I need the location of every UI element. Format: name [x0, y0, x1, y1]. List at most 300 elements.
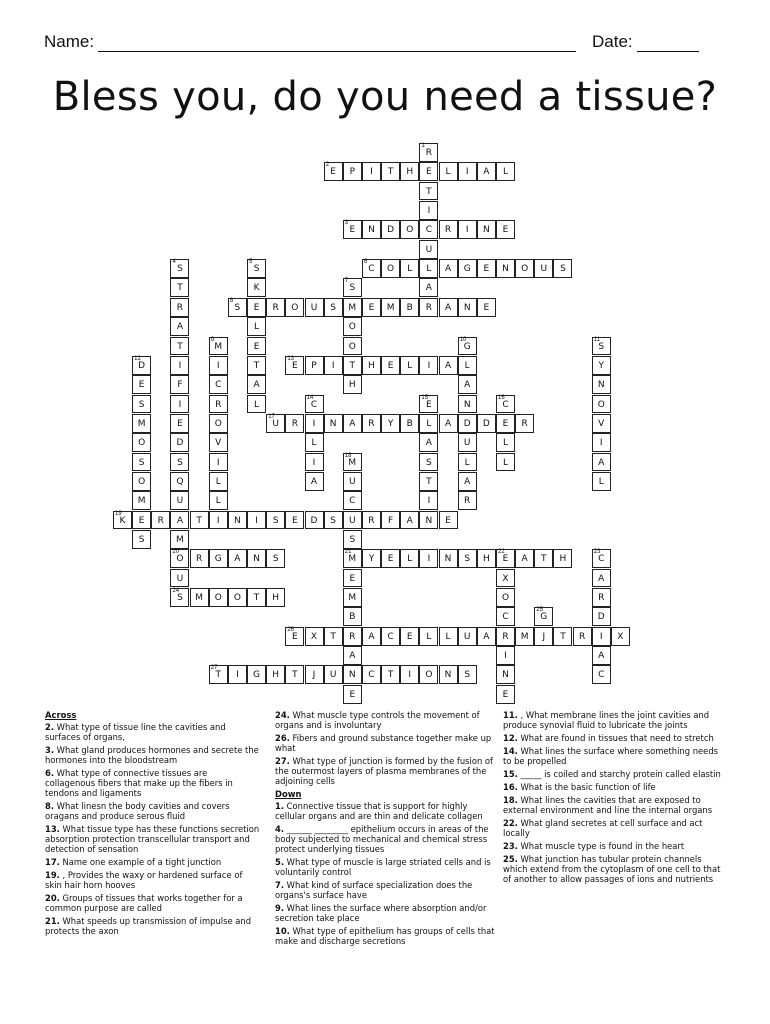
grid-cell[interactable]: [496, 259, 515, 278]
cell-letter: B: [349, 612, 356, 623]
grid-cell[interactable]: [419, 240, 438, 259]
grid-cell[interactable]: [592, 414, 611, 433]
grid-cell[interactable]: [209, 433, 228, 452]
grid-cell[interactable]: [400, 356, 419, 375]
cell-letter: R: [349, 631, 356, 642]
grid-cell[interactable]: [324, 665, 343, 684]
clue-item-text: What type of junction is formed by the fusion of the outermost layers of plasma membranes of the adjoining cells: [275, 756, 493, 786]
grid-cell[interactable]: [477, 549, 496, 568]
cell-letter: O: [387, 264, 395, 275]
grid-cell[interactable]: [419, 162, 438, 181]
clue-number: 19: [115, 510, 122, 517]
grid-cell[interactable]: [458, 298, 477, 317]
grid-cell[interactable]: [305, 433, 324, 452]
grid-cell[interactable]: [458, 433, 477, 452]
grid-cell[interactable]: [439, 259, 458, 278]
grid-cell[interactable]: [592, 375, 611, 394]
clue-number: 17: [268, 413, 275, 420]
grid-cell[interactable]: [209, 665, 228, 684]
cell-letter: O: [425, 670, 433, 681]
grid-cell[interactable]: [132, 395, 151, 414]
grid-cell[interactable]: [439, 627, 458, 646]
grid-cell[interactable]: [343, 356, 362, 375]
grid-cell[interactable]: [343, 414, 362, 433]
cell-letter: H: [559, 554, 567, 565]
grid-cell[interactable]: [362, 162, 381, 181]
cell-letter: I: [427, 206, 431, 217]
grid-cell[interactable]: [419, 143, 438, 162]
grid-cell[interactable]: [228, 511, 247, 530]
clue-number: 24: [172, 588, 180, 595]
clue-column-1: [45, 710, 260, 939]
grid-cell[interactable]: [343, 627, 362, 646]
grid-cell[interactable]: [247, 298, 266, 317]
grid-cell[interactable]: [458, 665, 477, 684]
cell-letter: L: [254, 399, 260, 410]
grid-cell[interactable]: [400, 627, 419, 646]
grid-cell[interactable]: [247, 549, 266, 568]
grid-cell[interactable]: [400, 511, 419, 530]
cell-letter: O: [348, 322, 356, 333]
grid-cell[interactable]: [170, 317, 189, 336]
grid-cell[interactable]: [458, 375, 477, 394]
grid-cell[interactable]: [419, 491, 438, 510]
grid-cell[interactable]: [439, 298, 458, 317]
grid-cell[interactable]: [209, 588, 228, 607]
grid-cell[interactable]: [381, 511, 400, 530]
grid-cell[interactable]: [343, 511, 362, 530]
grid-cell[interactable]: [324, 162, 343, 181]
grid-cell[interactable]: [439, 511, 458, 530]
grid-cell[interactable]: [419, 356, 438, 375]
cell-letter: C: [425, 225, 433, 236]
cell-letter: M: [176, 535, 184, 545]
grid-cell[interactable]: [247, 395, 266, 414]
grid-cell[interactable]: [209, 549, 228, 568]
name-line[interactable]: [98, 35, 576, 52]
grid-cell[interactable]: [247, 259, 266, 278]
grid-cell[interactable]: [266, 665, 285, 684]
cell-letter: G: [463, 341, 471, 352]
grid-cell[interactable]: [362, 511, 381, 530]
grid-cell[interactable]: [496, 162, 515, 181]
grid-cell[interactable]: [458, 259, 477, 278]
clue-item: [45, 722, 260, 742]
cell-letter: H: [482, 554, 490, 565]
cell-letter: I: [216, 360, 220, 371]
grid-cell[interactable]: [343, 549, 362, 568]
grid-cell[interactable]: [266, 414, 285, 433]
cell-letter: U: [176, 496, 184, 507]
grid-cell[interactable]: [515, 259, 534, 278]
grid-cell[interactable]: [247, 337, 266, 356]
date-field[interactable]: [592, 32, 699, 52]
clue-item-number: 5.: [275, 857, 285, 867]
grid-cell[interactable]: [228, 298, 247, 317]
grid-cell[interactable]: [113, 511, 132, 530]
grid-cell[interactable]: [419, 395, 438, 414]
grid-cell[interactable]: [343, 569, 362, 588]
cell-letter: S: [177, 593, 183, 604]
grid-cell[interactable]: [439, 549, 458, 568]
grid-cell[interactable]: [209, 337, 228, 356]
grid-cell[interactable]: [496, 607, 515, 626]
grid-cell[interactable]: [132, 414, 151, 433]
grid-cell[interactable]: [419, 472, 438, 491]
grid-cell[interactable]: [400, 220, 419, 239]
grid-cell[interactable]: [324, 356, 343, 375]
grid-cell[interactable]: [496, 588, 515, 607]
cell-letter: T: [426, 476, 432, 487]
grid-cell[interactable]: [592, 646, 611, 665]
grid-cell[interactable]: [496, 220, 515, 239]
cell-letter: M: [386, 302, 395, 313]
grid-cell[interactable]: [534, 259, 553, 278]
grid-cell[interactable]: [170, 472, 189, 491]
grid-cell[interactable]: [247, 511, 266, 530]
grid-cell[interactable]: [170, 588, 189, 607]
grid-cell[interactable]: [458, 472, 477, 491]
cell-letter: V: [598, 418, 605, 429]
grid-cell[interactable]: [170, 491, 189, 510]
grid-cell[interactable]: [343, 220, 362, 239]
cell-letter: G: [540, 612, 548, 623]
grid-cell[interactable]: [343, 317, 362, 336]
grid-cell[interactable]: [132, 375, 151, 394]
grid-cell[interactable]: [592, 472, 611, 491]
grid-cell[interactable]: [592, 395, 611, 414]
cell-letter: J: [542, 631, 546, 642]
grid-cell[interactable]: [305, 298, 324, 317]
grid-cell[interactable]: [305, 665, 324, 684]
grid-cell[interactable]: [534, 627, 553, 646]
grid-cell[interactable]: [419, 278, 438, 297]
grid-cell[interactable]: [477, 162, 496, 181]
grid-cell[interactable]: [458, 356, 477, 375]
grid-cell[interactable]: [381, 549, 400, 568]
name-field[interactable]: [44, 32, 576, 52]
grid-cell[interactable]: [419, 414, 438, 433]
grid-cell[interactable]: [381, 627, 400, 646]
grid-cell[interactable]: [419, 182, 438, 201]
cell-letter: R: [272, 302, 279, 313]
grid-cell[interactable]: [362, 665, 381, 684]
grid-cell[interactable]: [343, 375, 362, 394]
cell-letter: A: [253, 380, 260, 391]
clue-item-number: 22.: [503, 818, 518, 828]
grid-cell[interactable]: [496, 665, 515, 684]
grid-cell[interactable]: [170, 298, 189, 317]
grid-cell[interactable]: [170, 414, 189, 433]
grid-cell[interactable]: [190, 511, 209, 530]
grid-cell[interactable]: [170, 356, 189, 375]
grid-cell[interactable]: [132, 356, 151, 375]
grid-cell[interactable]: [132, 530, 151, 549]
grid-cell[interactable]: [400, 259, 419, 278]
grid-cell[interactable]: [132, 433, 151, 452]
grid-cell[interactable]: [439, 220, 458, 239]
grid-cell[interactable]: [400, 665, 419, 684]
grid-cell[interactable]: [458, 220, 477, 239]
grid-cell[interactable]: [419, 433, 438, 452]
grid-cell[interactable]: [362, 414, 381, 433]
grid-cell[interactable]: [343, 278, 362, 297]
grid-cell[interactable]: [285, 298, 304, 317]
grid-cell[interactable]: [477, 414, 496, 433]
grid-cell[interactable]: [381, 162, 400, 181]
grid-cell[interactable]: [362, 298, 381, 317]
grid-cell[interactable]: [400, 298, 419, 317]
grid-cell[interactable]: [477, 220, 496, 239]
clue-item-text: Groups of tissues that works together for a common purpose are called: [45, 893, 243, 913]
grid-cell[interactable]: [400, 162, 419, 181]
grid-cell[interactable]: [458, 627, 477, 646]
grid-cell[interactable]: [247, 356, 266, 375]
grid-cell[interactable]: [439, 356, 458, 375]
grid-cell[interactable]: [496, 569, 515, 588]
grid-cell[interactable]: [419, 259, 438, 278]
grid-cell[interactable]: [343, 472, 362, 491]
grid-cell[interactable]: [362, 259, 381, 278]
grid-cell[interactable]: [592, 627, 611, 646]
grid-cell[interactable]: [534, 549, 553, 568]
grid-cell[interactable]: [381, 298, 400, 317]
grid-cell[interactable]: [209, 356, 228, 375]
grid-cell[interactable]: [209, 491, 228, 510]
cell-letter: I: [236, 670, 239, 681]
grid-cell[interactable]: [343, 162, 362, 181]
cell-letter: N: [234, 515, 241, 526]
grid-cell[interactable]: [228, 549, 247, 568]
grid-cell[interactable]: [496, 646, 515, 665]
grid-cell[interactable]: [592, 569, 611, 588]
grid-cell[interactable]: [170, 395, 189, 414]
grid-cell[interactable]: [343, 453, 362, 472]
grid-cell[interactable]: [496, 395, 515, 414]
cell-letter: M: [348, 554, 357, 565]
grid-cell[interactable]: [400, 414, 419, 433]
grid-cell[interactable]: [458, 337, 477, 356]
name-label: Name:: [44, 32, 95, 51]
grid-cell[interactable]: [496, 549, 515, 568]
cell-letter: C: [215, 380, 222, 391]
grid-cell[interactable]: [209, 453, 228, 472]
grid-cell[interactable]: [266, 549, 285, 568]
grid-cell[interactable]: [439, 414, 458, 433]
grid-cell[interactable]: [611, 627, 630, 646]
cell-letter: T: [541, 554, 547, 565]
grid-cell[interactable]: [534, 607, 553, 626]
grid-cell[interactable]: [343, 491, 362, 510]
grid-cell[interactable]: [209, 395, 228, 414]
grid-cell[interactable]: [132, 511, 151, 530]
grid-cell[interactable]: [247, 665, 266, 684]
grid-cell[interactable]: [132, 491, 151, 510]
grid-cell[interactable]: [285, 665, 304, 684]
grid-cell[interactable]: [515, 549, 534, 568]
grid-cell[interactable]: [305, 395, 324, 414]
grid-cell[interactable]: [343, 530, 362, 549]
cell-letter: G: [214, 554, 222, 565]
grid-cell[interactable]: [381, 356, 400, 375]
cell-letter: I: [465, 167, 469, 178]
grid-cell[interactable]: [458, 491, 477, 510]
cell-letter: I: [178, 360, 182, 371]
grid-cell[interactable]: [458, 453, 477, 472]
grid-cell[interactable]: [553, 627, 572, 646]
clue-item: [503, 818, 725, 838]
grid-cell[interactable]: [247, 278, 266, 297]
grid-cell[interactable]: [247, 588, 266, 607]
date-line[interactable]: [637, 35, 699, 52]
cell-letter: T: [292, 670, 298, 681]
grid-cell[interactable]: [439, 162, 458, 181]
grid-cell[interactable]: [190, 588, 209, 607]
grid-cell[interactable]: [496, 627, 515, 646]
grid-cell[interactable]: [170, 549, 189, 568]
grid-cell[interactable]: [362, 627, 381, 646]
grid-cell[interactable]: [477, 259, 496, 278]
cell-letter: L: [407, 360, 413, 371]
grid-cell[interactable]: [419, 453, 438, 472]
grid-cell[interactable]: [381, 665, 400, 684]
grid-cell[interactable]: [285, 414, 304, 433]
cell-letter: P: [311, 360, 317, 371]
grid-cell[interactable]: [343, 665, 362, 684]
clue-number: 20: [172, 549, 180, 556]
cell-letter: N: [368, 225, 375, 236]
grid-cell[interactable]: [151, 511, 170, 530]
grid-cell[interactable]: [170, 511, 189, 530]
grid-cell[interactable]: [439, 665, 458, 684]
grid-cell[interactable]: [496, 453, 515, 472]
grid-cell[interactable]: [305, 472, 324, 491]
grid-cell[interactable]: [515, 414, 534, 433]
grid-cell[interactable]: [170, 278, 189, 297]
grid-cell[interactable]: [266, 511, 285, 530]
grid-cell[interactable]: [285, 627, 304, 646]
grid-cell[interactable]: [381, 220, 400, 239]
grid-cell[interactable]: [324, 511, 343, 530]
grid-cell[interactable]: [247, 317, 266, 336]
grid-cell[interactable]: [362, 549, 381, 568]
grid-cell[interactable]: [209, 472, 228, 491]
cell-letter: S: [349, 535, 356, 545]
grid-cell[interactable]: [324, 627, 343, 646]
grid-cell[interactable]: [285, 511, 304, 530]
grid-cell[interactable]: [170, 259, 189, 278]
grid-cell[interactable]: [228, 588, 247, 607]
grid-cell[interactable]: [553, 549, 572, 568]
grid-cell[interactable]: [592, 453, 611, 472]
grid-cell[interactable]: [247, 375, 266, 394]
grid-cell[interactable]: [419, 549, 438, 568]
grid-cell[interactable]: [362, 356, 381, 375]
grid-cell[interactable]: [515, 627, 534, 646]
grid-cell[interactable]: [170, 337, 189, 356]
grid-cell[interactable]: [170, 375, 189, 394]
grid-cell[interactable]: [305, 627, 324, 646]
grid-cell[interactable]: [400, 549, 419, 568]
grid-cell[interactable]: [170, 569, 189, 588]
cell-letter: T: [253, 360, 260, 371]
grid-cell[interactable]: [458, 162, 477, 181]
cell-letter: I: [427, 554, 431, 565]
grid-cell[interactable]: [419, 298, 438, 317]
grid-cell[interactable]: [592, 607, 611, 626]
grid-cell[interactable]: [381, 259, 400, 278]
grid-cell[interactable]: [305, 511, 324, 530]
grid-cell[interactable]: [266, 588, 285, 607]
grid-cell[interactable]: [209, 375, 228, 394]
grid-cell[interactable]: [592, 433, 611, 452]
grid-cell[interactable]: [209, 414, 228, 433]
grid-cell[interactable]: [343, 337, 362, 356]
grid-cell[interactable]: [343, 685, 362, 704]
grid-cell[interactable]: [419, 627, 438, 646]
grid-cell[interactable]: [458, 549, 477, 568]
grid-cell[interactable]: [132, 453, 151, 472]
grid-cell[interactable]: [324, 414, 343, 433]
grid-cell[interactable]: [285, 356, 304, 375]
cell-letter: N: [329, 418, 337, 429]
grid-cell[interactable]: [170, 433, 189, 452]
grid-cell[interactable]: [458, 414, 477, 433]
grid-cell[interactable]: [592, 337, 611, 356]
grid-cell[interactable]: [419, 220, 438, 239]
grid-cell[interactable]: [305, 453, 324, 472]
grid-cell[interactable]: [343, 607, 362, 626]
grid-cell[interactable]: [553, 259, 572, 278]
grid-cell[interactable]: [343, 588, 362, 607]
grid-cell[interactable]: [190, 549, 209, 568]
grid-cell[interactable]: [592, 588, 611, 607]
grid-cell[interactable]: [170, 453, 189, 472]
grid-cell[interactable]: [305, 414, 324, 433]
grid-cell[interactable]: [458, 395, 477, 414]
cell-letter: A: [483, 631, 490, 642]
grid-cell[interactable]: [343, 298, 362, 317]
grid-cell[interactable]: [496, 414, 515, 433]
grid-cell[interactable]: [343, 646, 362, 665]
grid-cell[interactable]: [477, 627, 496, 646]
grid-cell[interactable]: [592, 549, 611, 568]
grid-cell[interactable]: [496, 433, 515, 452]
grid-cell[interactable]: [419, 665, 438, 684]
clue-item: [45, 768, 260, 798]
grid-cell[interactable]: [266, 298, 285, 317]
grid-cell[interactable]: [381, 414, 400, 433]
clue-item-text: Fibers and ground substance together make up what: [275, 733, 492, 753]
grid-cell[interactable]: [362, 220, 381, 239]
grid-cell[interactable]: [592, 665, 611, 684]
grid-cell[interactable]: [305, 356, 324, 375]
grid-cell[interactable]: [209, 511, 228, 530]
grid-cell[interactable]: [170, 530, 189, 549]
grid-cell[interactable]: [419, 511, 438, 530]
grid-cell[interactable]: [477, 298, 496, 317]
grid-cell[interactable]: [132, 472, 151, 491]
cell-letter: S: [272, 515, 279, 526]
grid-cell[interactable]: [592, 356, 611, 375]
grid-cell[interactable]: [573, 627, 592, 646]
grid-cell[interactable]: [419, 201, 438, 220]
cell-letter: E: [292, 515, 298, 526]
grid-cell[interactable]: [324, 298, 343, 317]
grid-cell[interactable]: [496, 685, 515, 704]
grid-cell[interactable]: [228, 665, 247, 684]
cell-letter: I: [370, 167, 373, 178]
